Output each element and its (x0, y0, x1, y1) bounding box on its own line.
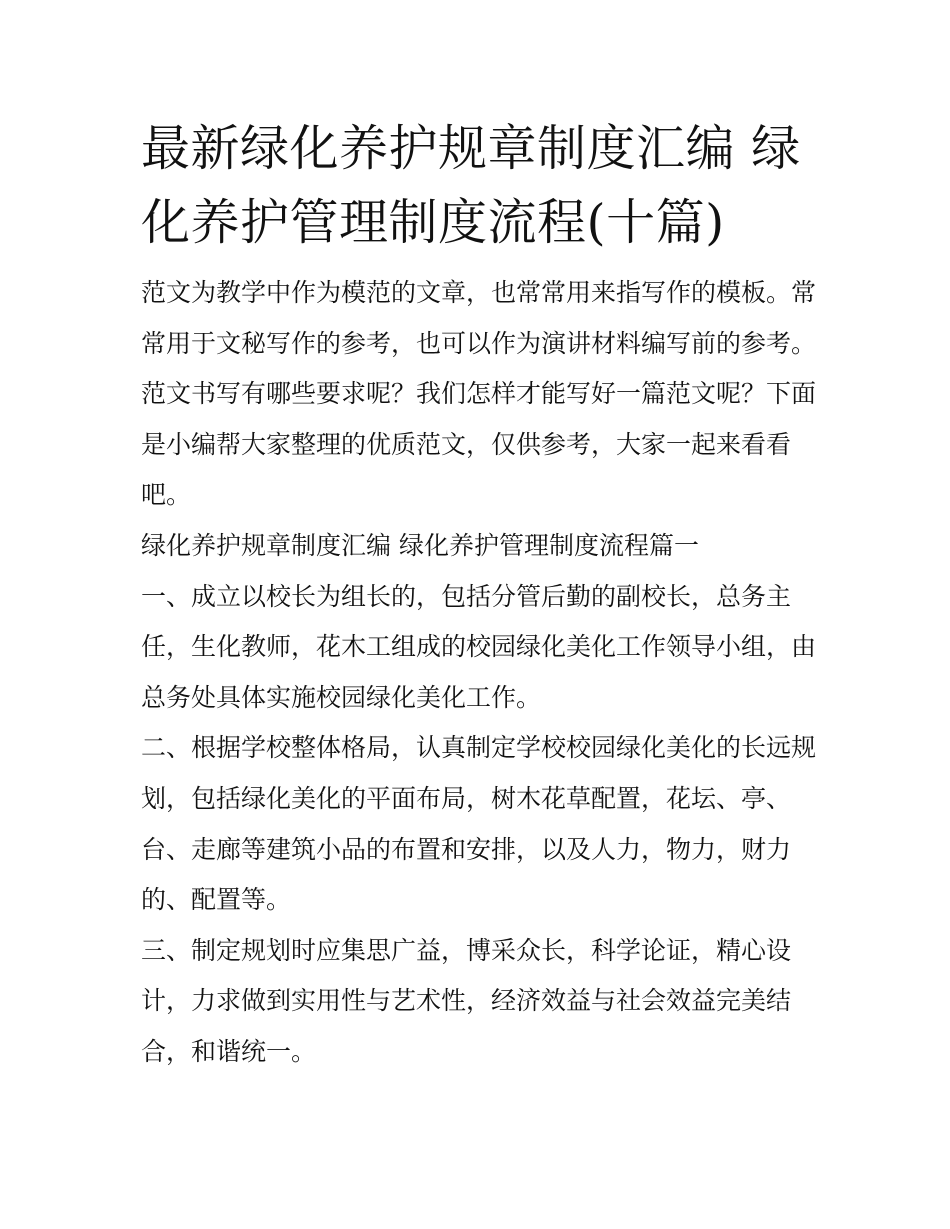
rule-item-3: 三、制定规划时应集思广益，博采众长，科学论证，精心设计，力求做到实用性与艺术性，经济效益与社会效益完美结合，和谐统一。 (141, 935, 792, 1066)
document-title: 最新绿化养护规章制度汇编 绿化养护管理制度流程(十篇) (141, 120, 801, 251)
rule-item-1: 一、成立以校长为组长的，包括分管后勤的副校长，总务主任，生化教师，花木工组成的校园绿化美化工作领导小组，由总务处具体实施校园绿化美化工作。 (141, 581, 817, 712)
rule-item-2: 二、根据学校整体格局，认真制定学校校园绿化美化的长远规划，包括绿化美化的平面布局，树木花草配置，花坛、亭、台、走廊等建筑小品的布置和安排，以及人力，物力，财力的、配置等。 (141, 733, 817, 915)
section-heading: 绿化养护规章制度汇编 绿化养护管理制度流程篇一 (141, 530, 699, 560)
document-body (141, 112, 816, 1078)
intro-paragraph: 范文为教学中作为模范的文章，也常常用来指写作的模板。常常用于文秘写作的参考，也可以作为演讲材料编写前的参考。范文书写有哪些要求呢？我们怎样才能写好一篇范文呢？下面是小编帮大家整理的优质范文，仅供参考，大家一起来看看吧。 (141, 278, 817, 510)
